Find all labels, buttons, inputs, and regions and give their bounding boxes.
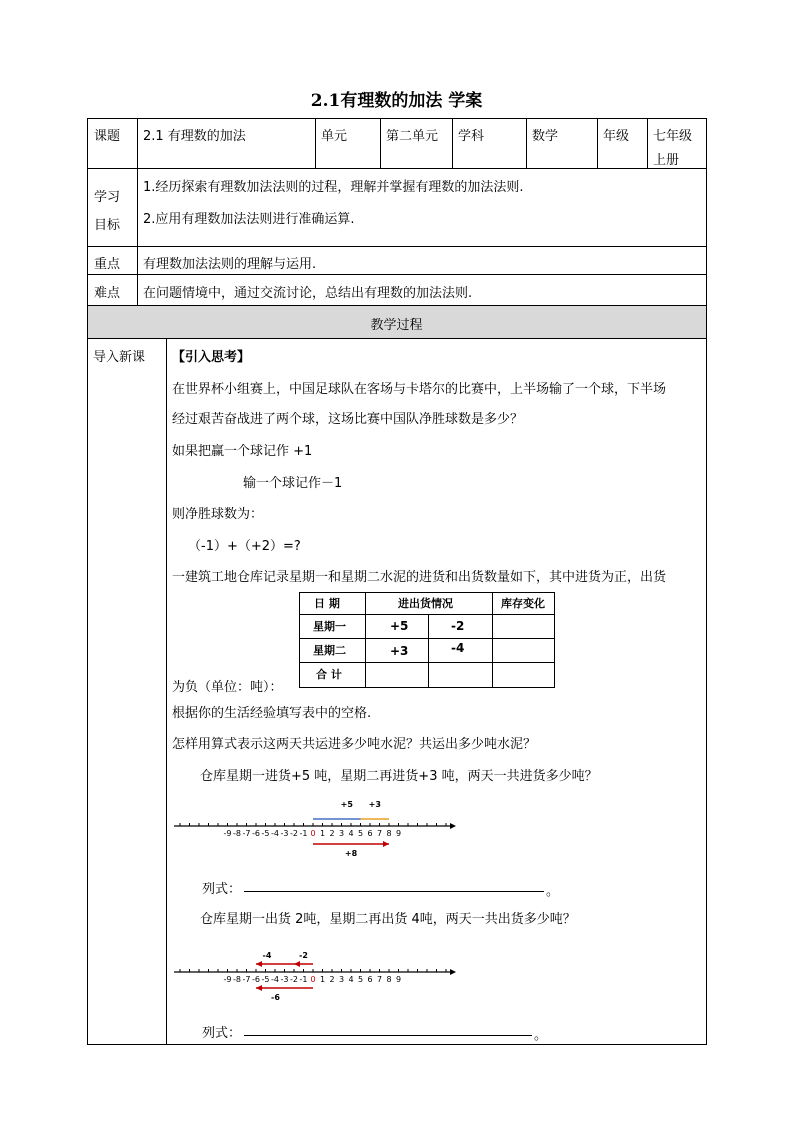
segment-first-label: +5 — [340, 800, 353, 809]
tick-label: 2 — [329, 975, 335, 984]
answer-blank — [244, 1035, 532, 1036]
process-heading: 教学过程 — [370, 318, 423, 333]
inventory-row-label: 星期二 — [313, 644, 346, 657]
goals-label-2: 目标 — [94, 218, 121, 233]
tick-label: 6 — [367, 975, 373, 984]
tick-label: -3 — [280, 975, 289, 984]
tick-label: 7 — [376, 829, 383, 838]
tick-label: -1 — [299, 829, 308, 838]
goal-1: 1.经历探索有理数加法法则的过程，理解并掌握有理数的加法法则. — [143, 180, 524, 195]
second-arrow-label: -4 — [262, 951, 272, 960]
answer-blank — [244, 891, 544, 892]
intro-paragraph-4: 则净胜球数为： — [172, 507, 264, 522]
tick-label: -9 — [223, 975, 232, 984]
axis-arrowhead — [450, 823, 456, 829]
tick-label: -7 — [242, 829, 251, 838]
sum-arrow-head — [383, 841, 389, 847]
tick-label: 0 — [310, 975, 316, 984]
intro-label: 导入新课 — [93, 350, 146, 365]
difficulty-label: 难点 — [94, 286, 121, 301]
inventory-cell-in: +5 — [390, 619, 409, 633]
equation-end: 。 — [534, 1028, 548, 1043]
tick-label: 1 — [319, 975, 326, 984]
tick-label: -4 — [271, 829, 279, 838]
number-line-addition — [170, 796, 460, 856]
tick-label: -2 — [290, 829, 298, 838]
intro-expression: （-1）+（+2）=? — [188, 539, 301, 554]
goal-2: 2.应用有理数加法法则进行准确运算. — [143, 212, 355, 227]
key-text: 有理数加法法则的理解与运用. — [143, 257, 317, 272]
segment-second-label: +3 — [368, 800, 381, 809]
sum-label: -6 — [271, 993, 280, 1002]
inventory-cell-out: -2 — [451, 619, 465, 633]
equation-end: 。 — [546, 884, 560, 899]
tick-label: -2 — [290, 975, 298, 984]
tick-label: 4 — [348, 829, 354, 838]
key-label: 重点 — [94, 257, 121, 272]
header-label-subject: 课题 — [94, 129, 121, 144]
tick-label: -5 — [261, 975, 270, 984]
tick-label: 3 — [338, 829, 345, 838]
header-unit-value: 第二单元 — [386, 129, 439, 144]
sum-arrow-head — [256, 985, 262, 991]
intro-paragraph-6: 一建筑工地仓库记录星期一和星期二水泥的进货和出货数量如下，其中进货为正，出货 — [172, 570, 667, 585]
tick-label: 4 — [348, 975, 354, 984]
tick-label: 2 — [329, 829, 335, 838]
equation-label: 列式： — [202, 1026, 242, 1041]
tick-label: 8 — [386, 975, 392, 984]
tick-label: 6 — [367, 829, 373, 838]
intro-paragraph-7: 为负（单位：吨）： — [172, 680, 283, 695]
number-line-subtraction — [170, 942, 460, 1002]
header-label-unit: 单元 — [321, 129, 348, 144]
tick-label: -8 — [233, 975, 241, 984]
inventory-cell-out: -4 — [451, 641, 465, 655]
tick-label: 5 — [357, 829, 364, 838]
tick-label: -3 — [280, 829, 289, 838]
tick-label: -4 — [271, 975, 279, 984]
tick-label: 8 — [386, 829, 392, 838]
intro-paragraph-1b: 经过艰苦奋战进了两个球，这场比赛中国队净胜球数是多少？ — [172, 412, 524, 427]
tick-label: 1 — [319, 829, 326, 838]
sum-label: +8 — [344, 849, 358, 856]
intro-paragraph-3: 输一个球记作－1 — [243, 476, 343, 491]
intro-paragraph-2: 如果把赢一个球记作 +1 — [172, 444, 313, 459]
first-arrow-label: -2 — [299, 951, 308, 960]
tick-label: 9 — [395, 829, 402, 838]
difficulty-text: 在问题情境中，通过交流讨论，总结出有理数的加法法则. — [143, 286, 473, 301]
tick-label: -6 — [252, 975, 260, 984]
header-label-discipline: 学科 — [458, 129, 485, 144]
intro-paragraph-1a: 在世界杯小组赛上，中国足球队在客场与卡塔尔的比赛中，上半场输了一个球，下半场 — [172, 382, 667, 397]
tick-label: -8 — [233, 829, 241, 838]
intro-paragraph-9: 怎样用算式表示这两天共运进多少吨水泥？共运出多少吨水泥？ — [172, 737, 537, 752]
inventory-header-stock: 库存变化 — [501, 597, 545, 610]
inventory-row-label: 星期一 — [313, 620, 346, 633]
page-title: 2.1有理数的加法 学案 — [310, 91, 483, 111]
tick-label: -9 — [223, 829, 232, 838]
intro-paragraph-8: 根据你的生活经验填写表中的空格. — [172, 706, 372, 721]
tick-label: -6 — [252, 829, 260, 838]
inventory-cell-in: +3 — [390, 644, 409, 658]
equation-label: 列式： — [202, 882, 242, 897]
header-discipline-value: 数学 — [532, 129, 559, 144]
tick-label: -5 — [261, 829, 270, 838]
tick-label: 9 — [395, 975, 402, 984]
first-arrow-head — [294, 961, 300, 967]
header-grade-term: 上册 — [653, 153, 680, 168]
intro-paragraph-10: 仓库星期一进货+5 吨，星期二再进货+3 吨，两天一共进货多少吨？ — [200, 769, 598, 784]
inventory-header-flow: 进出货情况 — [398, 597, 453, 610]
tick-label: 3 — [338, 975, 345, 984]
tick-label: -7 — [242, 975, 251, 984]
tick-label: 5 — [357, 975, 364, 984]
tick-label: 0 — [310, 829, 316, 838]
tick-label: 7 — [376, 975, 383, 984]
inventory-row-label: 合 计 — [316, 668, 342, 681]
header-label-grade: 年级 — [603, 129, 630, 144]
inventory-header-date: 日 期 — [314, 597, 340, 610]
intro-paragraph-11: 仓库星期一出货 2吨，星期二再出货 4吨，两天一共出货多少吨？ — [200, 912, 576, 927]
second-arrow-head — [256, 961, 262, 967]
intro-heading: 【引入思考】 — [172, 350, 251, 365]
header-grade-value: 七年级 — [653, 129, 693, 144]
goals-label: 学习 — [94, 190, 121, 205]
tick-label: -1 — [299, 975, 308, 984]
header-lesson-title: 2.1 有理数的加法 — [143, 129, 246, 144]
axis-arrowhead — [450, 969, 456, 975]
